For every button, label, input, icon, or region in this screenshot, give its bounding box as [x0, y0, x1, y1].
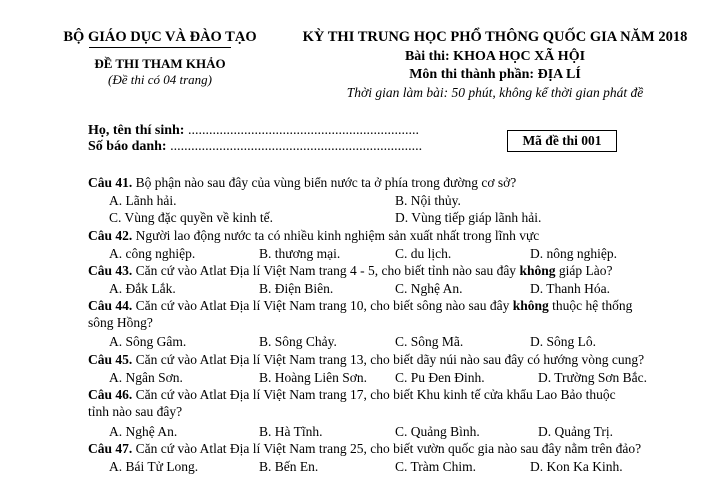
option-a[interactable]: A. Nghệ An.: [109, 424, 178, 439]
question-44: [88, 298, 632, 314]
header-left: [60, 28, 260, 88]
option-b[interactable]: B. thương mại.: [259, 246, 341, 261]
question-emphasis: không: [512, 298, 549, 313]
option-b[interactable]: B. Điện Biên.: [259, 281, 334, 296]
option-a[interactable]: A. Đắk Lắk.: [109, 281, 176, 296]
option-c[interactable]: C. Tràm Chim.: [395, 459, 477, 474]
question-text-end: thuộc hệ thống: [552, 298, 633, 313]
candidate-id-line: [88, 139, 422, 155]
option-d[interactable]: D. Trường Sơn Bắc.: [538, 370, 647, 385]
option-d[interactable]: D. Thanh Hóa.: [530, 281, 610, 296]
question-47: [88, 441, 641, 457]
option-c[interactable]: C. Nghệ An.: [395, 281, 463, 296]
candidate-id-field[interactable]: ........................................................................: [170, 139, 423, 154]
page-count-note: (Đề thi có 04 trang): [108, 72, 212, 87]
question-text: Căn cứ vào Atlat Địa lí Việt Nam trang 10, cho biết sông nào sau đây: [135, 298, 510, 313]
option-c[interactable]: C. Vùng đặc quyền về kinh tế.: [109, 210, 273, 225]
option-b[interactable]: B. Hà Tĩnh.: [259, 424, 323, 439]
document-type: ĐỀ THI THAM KHẢO: [94, 56, 226, 71]
question-44-line2: sông Hồng?: [88, 315, 153, 330]
question-text: Căn cứ vào Atlat Địa lí Việt Nam trang 25, cho biết vườn quốc gia nào sau đây nằm trên đảo?: [135, 441, 642, 456]
option-b[interactable]: B. Nội thủy.: [395, 193, 461, 208]
exam-title: KỲ THI TRUNG HỌC PHỔ THÔNG QUỐC GIA NĂM 2018: [302, 29, 688, 45]
question-text: Bộ phận nào sau đây của vùng biển nước ta ở phía trong đường cơ sở?: [135, 175, 517, 190]
exam-code-box: Mã đề thi 001: [507, 130, 617, 152]
option-b[interactable]: B. Sông Chảy.: [259, 334, 337, 349]
question-number: Câu 46.: [88, 387, 133, 402]
question-42: [88, 228, 539, 244]
question-41: [88, 175, 516, 191]
question-number: Câu 44.: [88, 298, 133, 313]
question-46-line2: tỉnh nào sau đây?: [88, 404, 183, 419]
option-a[interactable]: A. Ngân Sơn.: [109, 370, 183, 385]
question-number: Câu 41.: [88, 175, 133, 190]
option-b[interactable]: B. Bến En.: [259, 459, 319, 474]
candidate-name-line: [88, 123, 419, 139]
option-c[interactable]: C. Pu Đen Đinh.: [395, 370, 485, 385]
option-c[interactable]: C. Quảng Bình.: [395, 424, 480, 439]
exam-subject: Bài thi: KHOA HỌC XÃ HỘI: [404, 49, 586, 64]
question-number: Câu 45.: [88, 352, 133, 367]
option-c[interactable]: C. du lịch.: [395, 246, 452, 261]
ministry-underline: [89, 47, 231, 48]
option-d[interactable]: D. nông nghiệp.: [530, 246, 617, 261]
option-a[interactable]: A. Sông Gâm.: [109, 334, 187, 349]
question-number: Câu 47.: [88, 441, 133, 456]
header-right: [298, 28, 692, 101]
question-text: Căn cứ vào Atlat Địa lí Việt Nam trang 13, cho biết dãy núi nào sau đây có hướng vòng cung?: [135, 352, 645, 367]
option-d[interactable]: D. Vùng tiếp giáp lãnh hải.: [395, 210, 542, 225]
question-text-end: giáp Lào?: [558, 263, 613, 278]
question-text: Căn cứ vào Atlat Địa lí Việt Nam trang 17, cho biết Khu kinh tế cửa khẩu Lao Bảo thuộc: [135, 387, 616, 402]
option-a[interactable]: A. Bái Tử Long.: [109, 459, 199, 474]
option-d[interactable]: D. Quảng Trị.: [538, 424, 614, 439]
candidate-name-label: Họ, tên thí sinh:: [88, 123, 185, 138]
question-43: [88, 263, 612, 279]
question-emphasis: không: [519, 263, 556, 278]
option-b[interactable]: B. Hoàng Liên Sơn.: [259, 370, 368, 385]
exam-component: Môn thi thành phần: ĐỊA LÍ: [409, 67, 581, 82]
question-text: Căn cứ vào Atlat Địa lí Việt Nam trang 4 - 5, cho biết tỉnh nào sau đây: [135, 263, 517, 278]
exam-time: Thời gian làm bài: 50 phút, không kể thời gian phát đề: [346, 85, 644, 100]
question-number: Câu 43.: [88, 263, 133, 278]
question-45: [88, 352, 644, 368]
option-d[interactable]: D. Sông Lô.: [530, 334, 597, 349]
ministry-name: BỘ GIÁO DỤC VÀ ĐÀO TẠO: [63, 29, 257, 45]
question-text: Người lao động nước ta có nhiều kinh nghiệm sản xuất nhất trong lĩnh vực: [135, 228, 540, 243]
option-a[interactable]: A. Lãnh hải.: [109, 193, 177, 208]
option-d[interactable]: D. Kon Ka Kinh.: [530, 459, 623, 474]
option-c[interactable]: C. Sông Mã.: [395, 334, 464, 349]
question-number: Câu 42.: [88, 228, 133, 243]
question-46: [88, 387, 616, 403]
option-a[interactable]: A. công nghiệp.: [109, 246, 196, 261]
candidate-id-label: Số báo danh:: [88, 139, 167, 154]
candidate-name-field[interactable]: ..................................................................: [187, 123, 419, 138]
